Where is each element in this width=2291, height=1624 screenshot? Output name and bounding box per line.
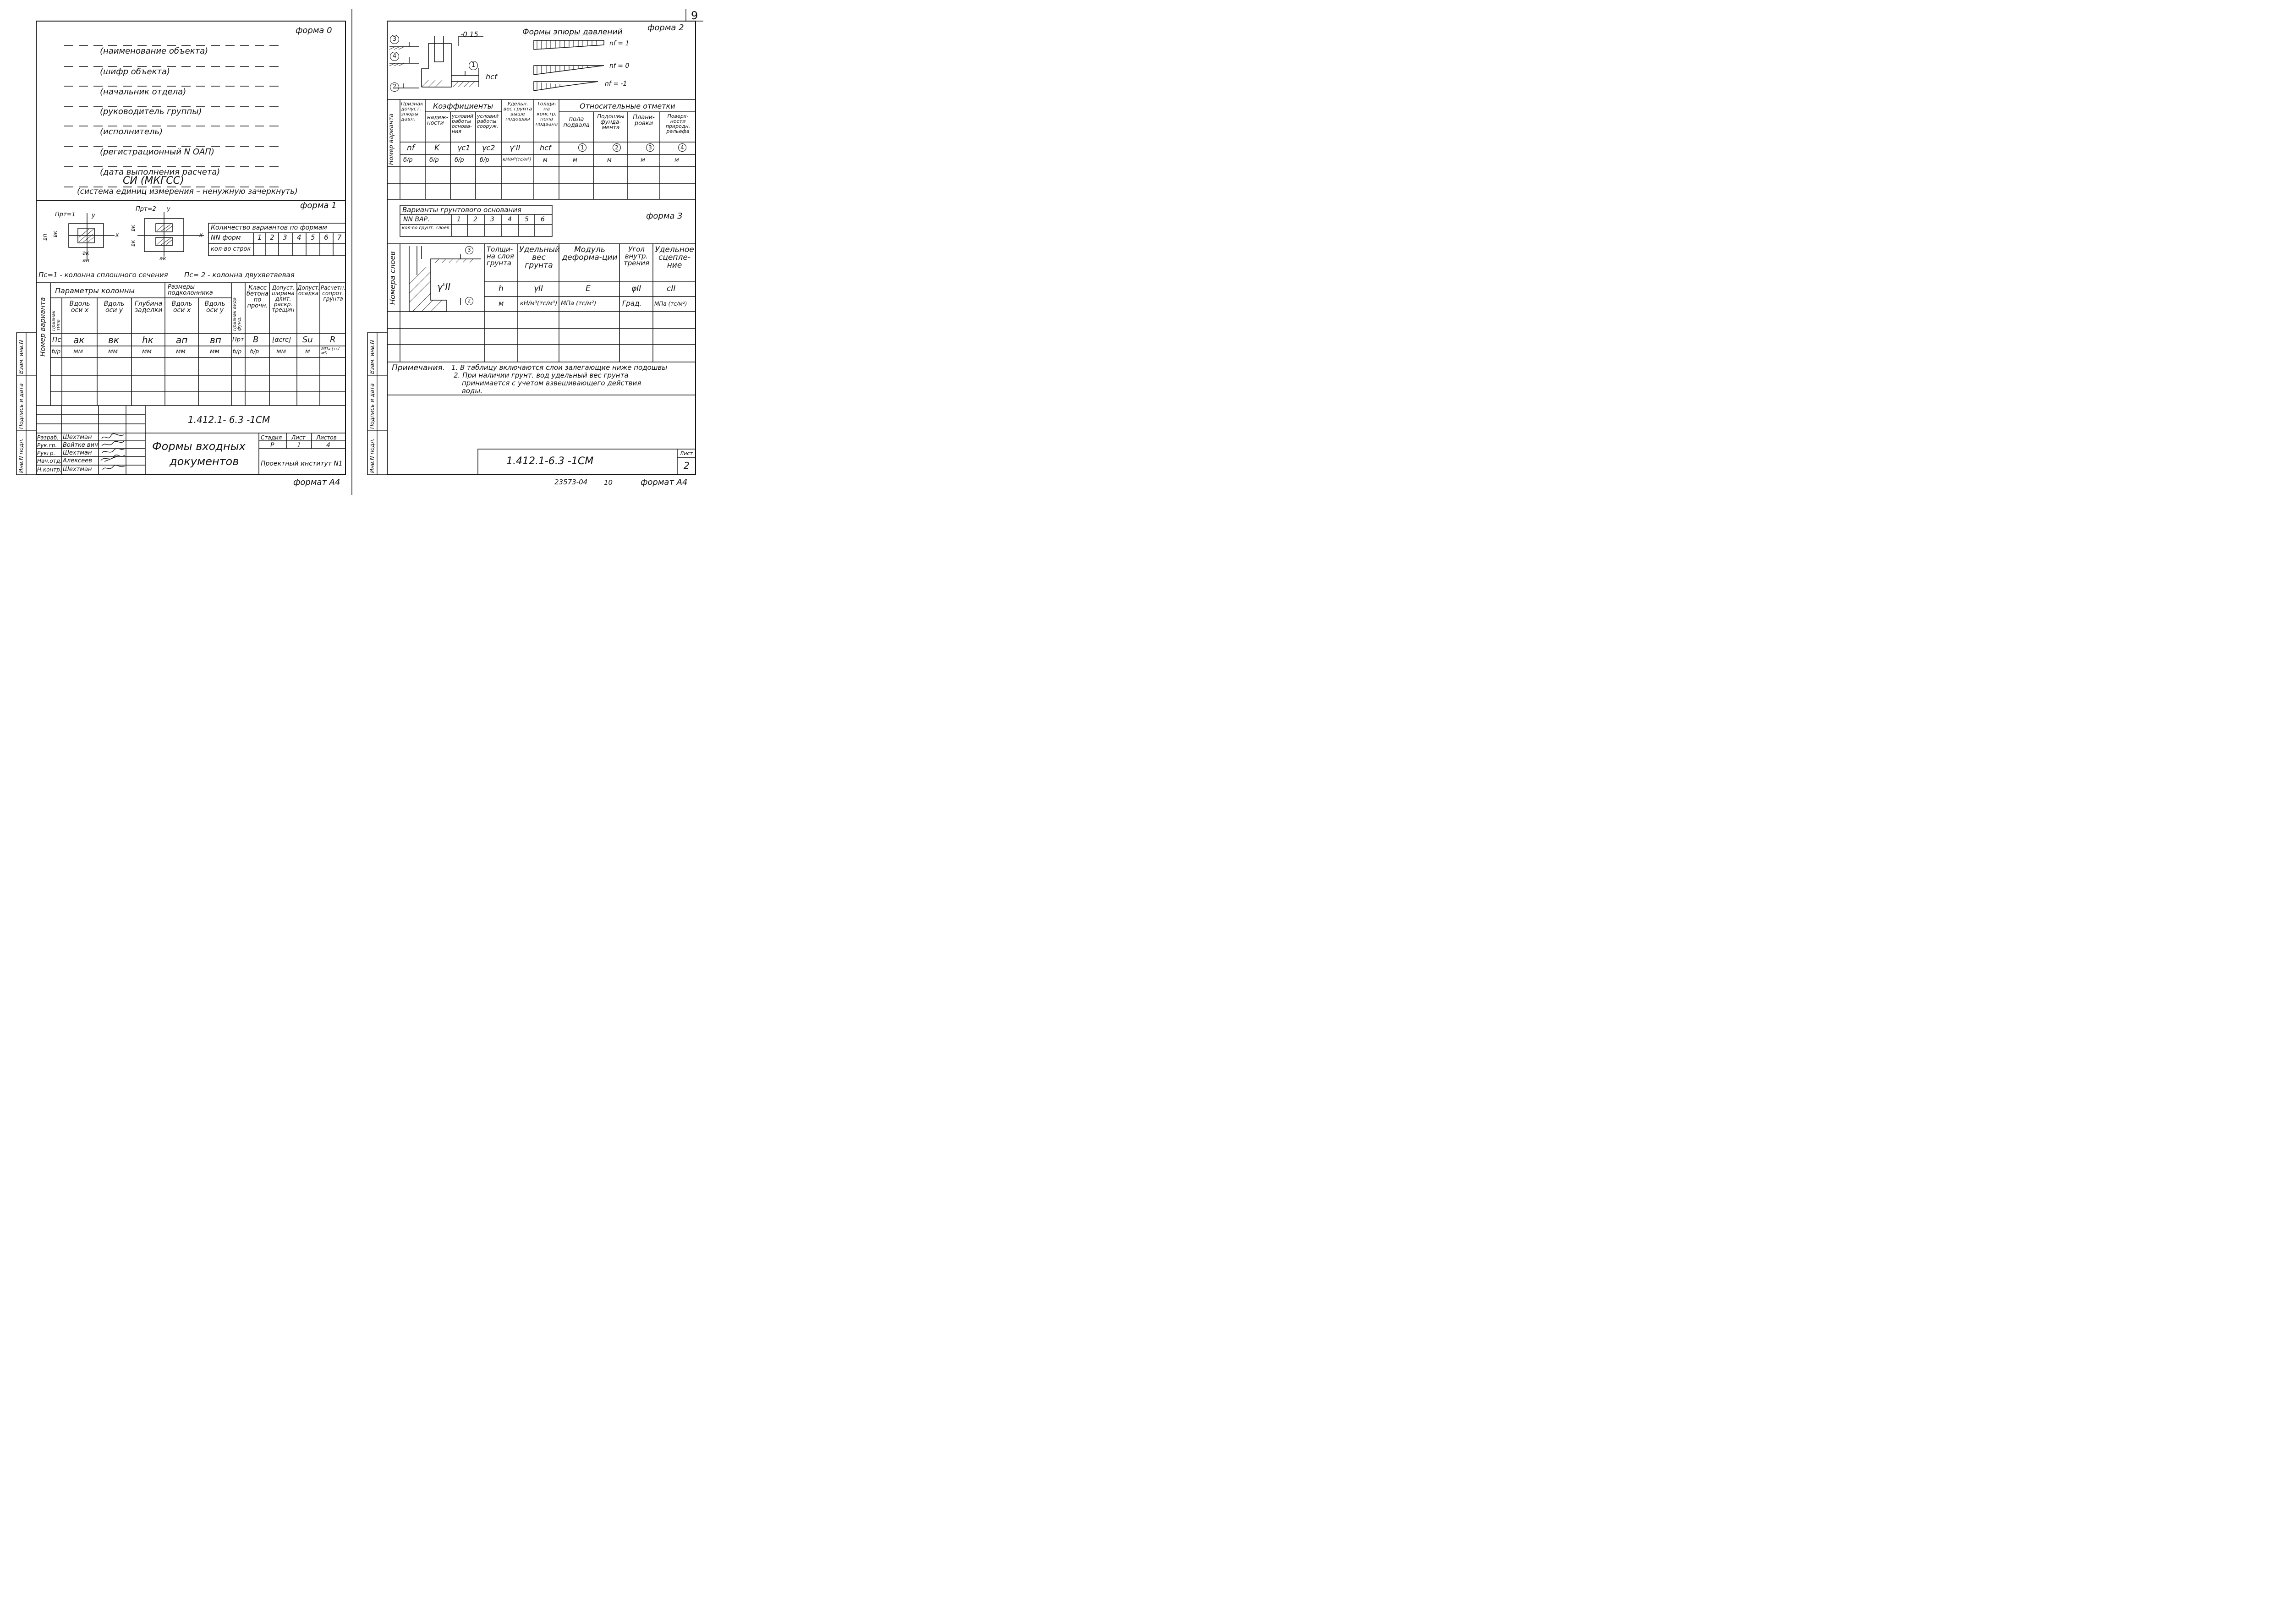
variant-5: 5 — [525, 216, 529, 223]
f1-h-along-y: Вдоль оси y — [104, 300, 125, 314]
f1-sym-bk: вк — [108, 335, 119, 346]
footer-document-number: 23573-04 — [554, 478, 588, 486]
count-table-rows-label: кол-во строк — [211, 246, 251, 252]
sketch1-dim-bk: вк — [52, 230, 58, 237]
count-form-7: 7 — [337, 233, 342, 241]
f1-unit-pc: б/р — [52, 348, 61, 355]
right-side-sign-label: Подпись и дата — [369, 383, 375, 429]
f2-unit-gamma: кН/м³(тс/м³) — [503, 157, 532, 162]
f1-h-depth: Глубина заделки — [134, 300, 163, 314]
title-line-2: документов — [170, 455, 239, 468]
f2-group-coefficients: Коэффициенты — [433, 102, 493, 110]
f2-sym-gc1: γc1 — [457, 143, 471, 152]
f1-unit-bk: мм — [108, 348, 118, 355]
f3-sym-gamma: γII — [534, 284, 543, 293]
f2-sym-nf: nf — [407, 143, 415, 153]
sketch1-y-axis: y — [92, 212, 95, 219]
f2-unit-grading: м — [641, 157, 645, 164]
f2-unit-sole: м — [607, 157, 612, 164]
f3-h-unit-weight: Удельный вес грунта — [519, 245, 560, 270]
form0-line-group-lead: (руководитель группы) — [100, 107, 202, 116]
tb-sheet-value: 1 — [297, 442, 301, 449]
page-number: 9 — [691, 9, 698, 22]
f1-group-sizes: Размеры подколонника — [168, 284, 213, 296]
f2-h-reliability: надеж-ности — [427, 114, 449, 126]
tb-stage-header: Стадия — [261, 434, 282, 441]
note-2-line-2: принимается с учетом взвешивающего действия — [462, 379, 641, 387]
title-block-code: 1.412.1- 6.3 -1СМ — [188, 414, 270, 425]
form0-units: СИ (МКГСС) — [123, 175, 184, 187]
variants-layers-count-label: кол-во грунт. слоев — [402, 225, 449, 230]
tb-name-1: Шехтман — [63, 434, 92, 441]
f1-unit-b: б/р — [250, 348, 259, 355]
f3-col-layers: Номера слоев — [388, 251, 397, 305]
f3-h-modulus: Модуль деформа-ции — [562, 245, 618, 262]
count-form-1: 1 — [258, 233, 262, 241]
f3-unit-h: м — [499, 299, 504, 307]
f2-unit-floor: м — [573, 157, 577, 164]
f1-h-crack: Допуст. ширина длит. раскр. трещин — [272, 285, 295, 313]
f1-h-sign-type: Признак типа — [51, 310, 61, 331]
f1-unit-su: м — [305, 348, 310, 355]
f1-h-size-x: Вдоль оси x — [171, 300, 192, 314]
f1-sym-pc: Пс — [52, 335, 61, 344]
variant-1: 1 — [457, 216, 461, 223]
f1-col-variant: Номер варианта — [38, 297, 47, 357]
count-form-4: 4 — [297, 233, 301, 241]
f1-sym-b: B — [253, 335, 259, 345]
f2-sym-gamma: γ'II — [510, 143, 521, 152]
f2-h-unit-weight: Удельн. вес грунта выше подошвы — [503, 101, 532, 122]
sketch2-prt: Прт=2 — [136, 206, 156, 213]
stamp-sheet-header: Лист — [680, 450, 693, 456]
f2-unit-hcf: м — [543, 157, 548, 164]
sketch2-x-axis: x — [199, 232, 203, 239]
f3-h-thickness: Толщи-на слоя грунта — [487, 245, 514, 267]
f2-mark-3: 3 — [646, 143, 654, 152]
tb-name-3: Шехтман — [63, 450, 92, 456]
form0-line-head: (начальник отдела) — [100, 87, 186, 97]
f1-unit-an: мм — [176, 348, 186, 355]
f1-sym-su: Su — [302, 335, 313, 345]
f2-mark-2: 2 — [613, 143, 621, 152]
sketch2-dim-bk-bottom: вк — [130, 240, 136, 247]
note-1: 1. В таблицу включаются слои залегающие ниже подошвы — [451, 363, 668, 372]
count-form-5: 5 — [311, 233, 315, 241]
f3-marker-2: 2 — [465, 297, 473, 305]
f1-group-params: Параметры колонны — [55, 286, 135, 295]
f2-h-sign: Признак допуст. эпюры давл. — [401, 101, 423, 122]
f3-h-friction-angle: Угол внутр. трения — [623, 245, 650, 267]
left-sheet-frame — [36, 21, 345, 475]
f1-sym-prt: Прт — [232, 336, 244, 343]
f1-h-along-x: Вдоль оси x — [69, 300, 90, 314]
form3-tag: форма 3 — [646, 211, 683, 221]
tb-name-4: Алексеев — [63, 457, 92, 464]
f2-h-base-conditions: условий работы основа-ния — [452, 113, 474, 134]
variant-6: 6 — [541, 216, 545, 223]
marker-1-circle: 1 — [469, 61, 478, 70]
f1-h-sign-foundation: Признак вида фунд. — [232, 297, 242, 331]
left-format-label: формат А4 — [293, 477, 340, 487]
f3-unit-e: МПа (тс/м²) — [561, 300, 597, 307]
f3-sketch-gamma: γ'II — [437, 281, 451, 292]
f2-mark-1: 1 — [578, 143, 586, 152]
f1-unit-hk: мм — [142, 348, 152, 355]
variants-title: Варианты грунтового основания — [402, 206, 521, 214]
sketch2-y-axis: y — [167, 206, 170, 213]
nf-label-minus1: nf = -1 — [605, 80, 627, 88]
tb-stage-value: Р — [270, 442, 274, 449]
legend-solid-column: Пс=1 - колонна сплошного сечения — [38, 271, 168, 279]
f1-unit-prt: б/р — [233, 348, 242, 355]
marker-3-circle: 3 — [390, 35, 399, 44]
f1-sym-r: R — [330, 335, 336, 345]
form0-tag: форма 0 — [296, 26, 332, 35]
f1-unit-r: МПа (тс/м²) — [321, 347, 340, 356]
f1-sym-ak: ак — [73, 335, 85, 346]
variant-3: 3 — [490, 216, 494, 223]
f2-sym-k: K — [434, 143, 440, 153]
f2-h-structure-conditions: условий работы сооруж. — [477, 113, 499, 129]
f1-h-settlement: Допуст. осадка — [297, 285, 320, 296]
form1-tag: форма 1 — [300, 201, 337, 210]
tb-role-checker: Н.контр. — [37, 466, 62, 473]
tb-sheets-value: 4 — [326, 442, 330, 449]
form0-line-code: (шифр объекта) — [100, 67, 170, 77]
nf-label-plus1: nf = 1 — [609, 40, 630, 47]
f2-mark-4: 4 — [678, 143, 686, 152]
form2-level-mark: -0.15 — [460, 30, 478, 38]
sketch2-dim-bk-top: вк — [130, 225, 136, 231]
f2-sym-gc2: γc2 — [482, 143, 495, 152]
variant-2: 2 — [473, 216, 477, 223]
note-2-line-1: 2. При наличии грунт. вод удельный вес грунта — [454, 371, 629, 379]
sketch1-dim-ak: ак — [82, 250, 89, 256]
f1-sym-bn: вп — [210, 335, 221, 346]
stamp-sheet-number: 2 — [684, 460, 690, 471]
sketch2-dim-ak: ак — [159, 255, 166, 262]
tb-organization: Проектный институт N1 — [261, 460, 343, 467]
f1-h-resistance: Расчетн. сопрот. грунта — [320, 285, 346, 302]
form0-line-executor: (исполнитель) — [100, 127, 163, 137]
sketch1-dim-bn: вп — [42, 234, 48, 241]
f3-unit-phi: Град. — [622, 299, 642, 307]
tb-sheets-header: Листов — [316, 434, 337, 441]
count-table-forms-label: NN форм — [211, 234, 241, 241]
signatures-scribble — [100, 433, 126, 475]
tb-role-group-lead-2: Рукгр. — [37, 450, 55, 456]
f3-sym-c: cII — [667, 284, 676, 293]
form0-line-object: (наименование объекта) — [100, 46, 208, 56]
f2-h-foundation-sole: Подошвы фунда-мента — [597, 113, 625, 131]
variants-row-label: NN ВАР. — [403, 216, 430, 223]
marker-2-circle: 2 — [390, 82, 399, 92]
f1-unit-acrc: мм — [276, 348, 286, 355]
f2-h-natural-surface: Поверх-ности природн. рельефа — [665, 113, 691, 134]
right-side-inv-label: Инв.N подл. — [369, 438, 375, 473]
f2-unit-gc2: б/р — [480, 157, 489, 164]
stamp-code: 1.412.1-6.3 -1СМ — [506, 455, 594, 467]
count-form-2: 2 — [270, 233, 274, 241]
form2-hcf-label: hcf — [486, 72, 497, 81]
tb-name-5: Шехтман — [63, 466, 92, 473]
left-side-sign-label: Подпись и дата — [18, 383, 24, 429]
f2-h-floor-thickness: Толщи-на констр. пола подвала — [535, 101, 558, 127]
tb-role-group-lead: Рук.гр. — [37, 442, 57, 449]
legend-two-branch-column: Пс= 2 - колонна двухветвевая — [184, 271, 295, 279]
right-side-replace-label: Взам. инв.N — [369, 340, 375, 374]
f1-unit-bn: мм — [210, 348, 220, 355]
f3-unit-gamma: кН/м³(тс/м³) — [520, 300, 558, 307]
count-form-6: 6 — [324, 233, 329, 241]
marker-4-circle: 4 — [390, 52, 399, 61]
nf-label-0: nf = 0 — [609, 62, 630, 70]
f2-col-variant: Номер варианта — [388, 113, 395, 165]
f1-sym-acrc: [αcrc] — [272, 336, 291, 344]
tb-role-dept-head: Нач.отд. — [37, 458, 62, 464]
left-side-inv-label: Инв.N подл. — [18, 438, 24, 473]
f2-unit-gc1: б/р — [455, 157, 464, 164]
sketch1-dim-an: ап — [82, 257, 90, 263]
f1-h-concrete: Класс бетона по прочн. — [246, 285, 269, 309]
f1-unit-ak: мм — [73, 348, 83, 355]
f2-sym-hcf: hcf — [540, 143, 551, 152]
f1-sym-hk: hк — [142, 335, 153, 346]
sketch1-prt: Прт=1 — [55, 211, 76, 218]
f3-h-cohesion: Удельное сцепле-ние — [655, 245, 694, 270]
f2-h-basement-floor: пола подвала — [563, 116, 590, 129]
f3-sym-phi: φII — [631, 284, 641, 293]
form0-line-date: (дата выполнения расчета) — [100, 167, 220, 177]
form2-tag: форма 2 — [647, 23, 684, 33]
tb-name-2: Войтке вич — [63, 442, 98, 449]
footer-page-number: 10 — [604, 478, 613, 487]
tb-role-developer: Разраб. — [37, 434, 59, 441]
note-2-line-3: воды. — [462, 387, 482, 395]
f3-unit-c: МПа (тс/м²) — [654, 301, 687, 307]
count-form-3: 3 — [283, 233, 287, 241]
sketch1-x-axis: x — [115, 232, 119, 239]
f3-sym-h: h — [499, 284, 504, 293]
notes-label: Примечания. — [392, 363, 445, 373]
f3-marker-3: 3 — [465, 246, 473, 254]
pressure-diagrams-title: Формы эпюры давлений — [522, 27, 623, 37]
f2-h-grading: Плани-ровки — [633, 114, 655, 127]
f2-unit-surface: м — [674, 157, 679, 164]
f3-sym-e: E — [586, 284, 591, 293]
title-line-1: Формы входных — [152, 440, 246, 453]
f2-unit-k: б/р — [429, 157, 439, 164]
form0-line-reg-number: (регистрационный N ОАП) — [100, 147, 214, 157]
variant-4: 4 — [508, 216, 512, 223]
count-table-title: Количество вариантов по формам — [211, 224, 327, 231]
f2-unit-nf: б/р — [403, 157, 413, 164]
f1-h-size-y: Вдоль оси y — [204, 300, 225, 314]
left-side-replace-label: Взам. инв.N — [18, 340, 24, 374]
f1-sym-an: ап — [176, 335, 188, 346]
right-format-label: формат А4 — [641, 477, 688, 487]
form0-units-note: (система единиц измерения – ненужную зачеркнуть) — [77, 187, 298, 196]
tb-sheet-header: Лист — [291, 434, 306, 441]
f2-group-relative-marks: Относительные отметки — [580, 102, 675, 110]
